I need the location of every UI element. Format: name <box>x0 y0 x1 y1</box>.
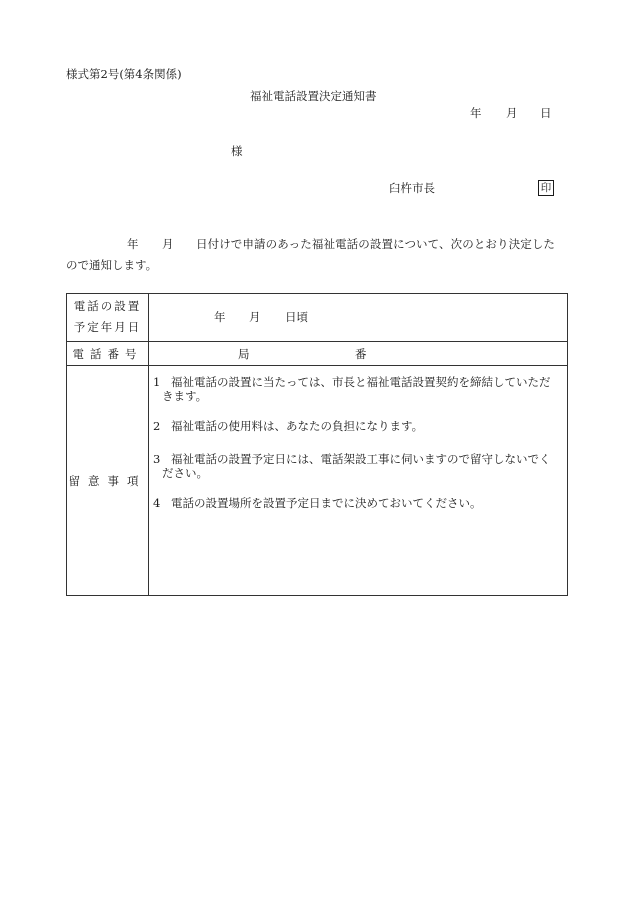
body-year-label: 年 <box>127 237 139 251</box>
note-text: 福祉電話の設置予定日には、電話架設工事に伺いますので留守しないでく <box>171 452 551 466</box>
note-number: 3 <box>153 452 161 466</box>
notes-label: 留意事項 <box>68 474 147 488</box>
scheduled-date-label-line2: 予定年月日 <box>73 320 142 334</box>
note-text: 電話の設置場所を設置予定日までに決めておいてください。 <box>171 496 482 510</box>
form-number: 様式第2号(第4条関係) <box>66 67 182 81</box>
date-month-label: 月 <box>506 106 518 120</box>
row-divider <box>67 365 567 366</box>
note-number: 1 <box>153 375 161 389</box>
note-text-continuation: きます。 <box>162 389 208 403</box>
note-number: 4 <box>153 496 161 510</box>
issuer-name: 臼杵市長 <box>389 181 435 195</box>
column-divider <box>148 294 149 595</box>
date-year-label: 年 <box>470 106 482 120</box>
addressee-suffix: 様 <box>231 144 243 158</box>
row-divider <box>67 341 567 342</box>
note-text: 福祉電話の設置に当たっては、市長と福祉電話設置契約を締結していただ <box>171 375 551 389</box>
phone-exchange-label: 局 <box>238 347 250 361</box>
phone-number-label: 電話番号 <box>72 347 143 361</box>
note-text: 福祉電話の使用料は、あなたの負担になります。 <box>171 419 424 433</box>
body-line-2: ので通知します。 <box>66 258 158 272</box>
scheduled-year-label: 年 <box>214 310 226 324</box>
seal-mark: 印 <box>538 180 554 196</box>
note-text-continuation: ださい。 <box>162 466 208 480</box>
scheduled-day-label: 日頃 <box>285 310 308 324</box>
decision-table <box>66 293 568 596</box>
scheduled-month-label: 月 <box>249 310 261 324</box>
phone-number-suffix: 番 <box>355 347 367 361</box>
scheduled-date-label-line1: 電話の設置 <box>73 299 142 313</box>
document-title: 福祉電話設置決定通知書 <box>250 89 377 103</box>
note-number: 2 <box>153 419 161 433</box>
body-month-label: 月 <box>162 237 174 251</box>
body-text: 日付けで申請のあった福祉電話の設置について、次のとおり決定した <box>196 237 556 251</box>
date-day-label: 日 <box>540 106 552 120</box>
